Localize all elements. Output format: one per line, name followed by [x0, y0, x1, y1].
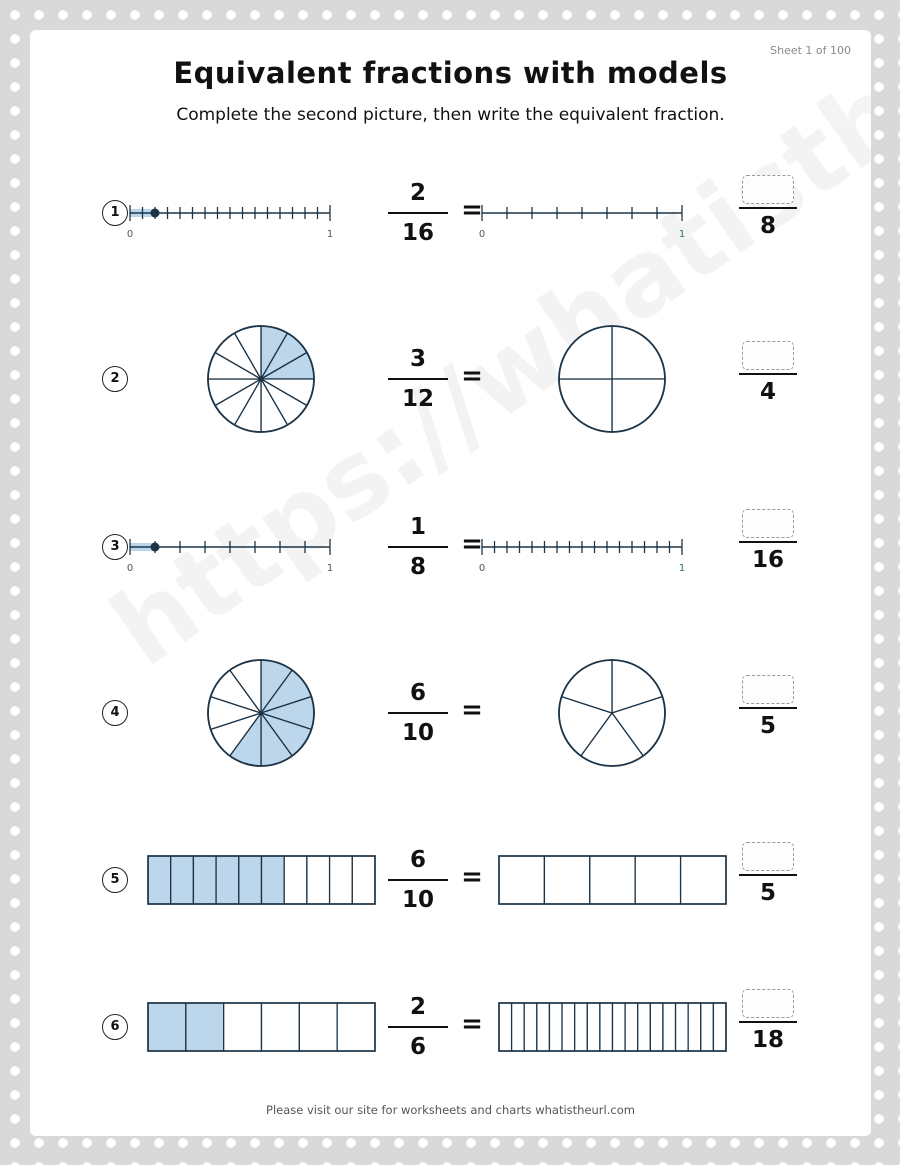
bar-cell: [713, 1003, 726, 1051]
bar-cell: [688, 1003, 701, 1051]
label-zero: 0: [126, 563, 134, 574]
target-circle-model: [557, 324, 667, 434]
sheet-number: Sheet 1 of 100: [770, 44, 851, 57]
answer-denominator: 5: [759, 880, 776, 906]
fraction-bar: [388, 1026, 448, 1028]
given-circle-model: [206, 658, 316, 768]
target-circle-model: [557, 658, 667, 768]
fraction-bar: [388, 378, 448, 380]
fraction-bar: [739, 1021, 797, 1023]
page-title: Equivalent fractions with models: [173, 56, 728, 90]
answer-denominator: 8: [759, 213, 776, 239]
bar-cell: [600, 1003, 613, 1051]
fraction-bar: [388, 546, 448, 548]
equals-sign: =: [461, 862, 483, 892]
label-one: 1: [326, 229, 334, 240]
fraction-bar: [739, 207, 797, 209]
bar-cell: [337, 1003, 375, 1051]
answer-numerator-box[interactable]: [742, 509, 794, 538]
bar-cell: [562, 1003, 575, 1051]
answer-denominator: 5: [759, 713, 776, 739]
label-zero: 0: [126, 229, 134, 240]
fraction-bar: [739, 541, 797, 543]
given-fraction: [388, 992, 448, 1062]
shaded-cell: [239, 856, 262, 904]
equals-sign: =: [461, 1009, 483, 1039]
answer-denominator: 18: [751, 1027, 784, 1053]
shaded-cell: [148, 1003, 186, 1051]
target-bar-model: [498, 1002, 728, 1052]
given-denominator: 10: [401, 887, 434, 913]
shaded-cell: [148, 856, 171, 904]
answer-numerator-box[interactable]: [742, 675, 794, 704]
target-number-line: [480, 532, 686, 576]
bar-cell: [549, 1003, 562, 1051]
given-fraction: [388, 678, 448, 748]
bar-cell: [587, 1003, 600, 1051]
answer-denominator: 16: [751, 547, 784, 573]
given-denominator: 16: [401, 220, 434, 246]
bar-cell: [681, 856, 726, 904]
equals-sign: =: [461, 695, 483, 725]
bar-cell: [638, 1003, 651, 1051]
answer-fraction: [739, 842, 797, 906]
problem-number: 5: [102, 867, 128, 893]
problem-number: 3: [102, 534, 128, 560]
given-denominator: 6: [409, 1034, 426, 1060]
problem-row: [30, 658, 871, 768]
given-fraction: [388, 344, 448, 414]
bar-cell: [330, 856, 353, 904]
answer-numerator-box[interactable]: [742, 989, 794, 1018]
problem-row: [30, 324, 871, 434]
answer-fraction: [739, 341, 797, 405]
equals-sign: =: [461, 361, 483, 391]
worksheet-sheet: [30, 30, 871, 1136]
given-number-line: [128, 532, 334, 576]
answer-fraction: [739, 509, 797, 573]
point-marker: [151, 209, 160, 218]
bar-cell: [352, 856, 375, 904]
problem-row: [30, 492, 871, 602]
answer-numerator-box[interactable]: [742, 175, 794, 204]
problem-number: 2: [102, 366, 128, 392]
bar-cell: [676, 1003, 689, 1051]
bar-cell: [544, 856, 589, 904]
fraction-bar: [388, 212, 448, 214]
given-fraction: [388, 512, 448, 582]
fraction-bar: [739, 373, 797, 375]
target-number-line: [480, 198, 686, 242]
equals-sign: =: [461, 529, 483, 559]
given-numerator: 3: [409, 346, 426, 372]
bar-cell: [284, 856, 307, 904]
given-numerator: 6: [409, 847, 426, 873]
target-bar-model: [498, 855, 728, 905]
answer-numerator-box[interactable]: [742, 842, 794, 871]
bar-cell: [524, 1003, 537, 1051]
given-denominator: 12: [401, 386, 434, 412]
given-numerator: 1: [409, 514, 426, 540]
label-one: 1: [678, 229, 686, 240]
shaded-cell: [216, 856, 239, 904]
fraction-bar: [739, 874, 797, 876]
fraction-bar: [388, 879, 448, 881]
problem-number: 6: [102, 1014, 128, 1040]
problem-row: [30, 972, 871, 1082]
label-one: 1: [678, 563, 686, 574]
given-fraction: [388, 178, 448, 248]
given-circle-model: [206, 324, 316, 434]
footer-text: Please visit our site for worksheets and charts whatistheurl.com: [266, 1103, 635, 1117]
bar-cell: [299, 1003, 337, 1051]
answer-fraction: [739, 989, 797, 1053]
given-numerator: 2: [409, 180, 426, 206]
shaded-cell: [186, 1003, 224, 1051]
point-marker: [151, 543, 160, 552]
label-zero: 0: [478, 563, 486, 574]
answer-fraction: [739, 175, 797, 239]
shaded-cell: [171, 856, 194, 904]
fraction-bar: [739, 707, 797, 709]
given-bar-model: [147, 1002, 377, 1052]
shaded-cell: [262, 856, 285, 904]
bar-cell: [590, 856, 635, 904]
bar-cell: [307, 856, 330, 904]
label-one: 1: [326, 563, 334, 574]
page-subtitle: Complete the second picture, then write the equivalent fraction.: [176, 105, 725, 125]
equals-sign: =: [461, 195, 483, 225]
given-numerator: 6: [409, 680, 426, 706]
bar-cell: [499, 856, 544, 904]
bar-cell: [635, 856, 680, 904]
problem-row: [30, 158, 871, 268]
answer-fraction: [739, 675, 797, 739]
given-number-line: [128, 198, 334, 242]
problem-number: 4: [102, 700, 128, 726]
answer-numerator-box[interactable]: [742, 341, 794, 370]
problem-number: 1: [102, 200, 128, 226]
bar-cell: [537, 1003, 550, 1051]
label-zero: 0: [478, 229, 486, 240]
answer-denominator: 4: [759, 379, 776, 405]
given-numerator: 2: [409, 994, 426, 1020]
bar-cell: [650, 1003, 663, 1051]
given-fraction: [388, 845, 448, 915]
bar-cell: [262, 1003, 300, 1051]
bar-cell: [663, 1003, 676, 1051]
bar-cell: [224, 1003, 262, 1051]
bar-cell: [499, 1003, 512, 1051]
bar-cell: [613, 1003, 626, 1051]
bar-cell: [625, 1003, 638, 1051]
shaded-cell: [193, 856, 216, 904]
bar-cell: [575, 1003, 588, 1051]
fraction-bar: [388, 712, 448, 714]
given-denominator: 8: [409, 554, 426, 580]
bar-cell: [512, 1003, 525, 1051]
problem-row: [30, 825, 871, 935]
given-denominator: 10: [401, 720, 434, 746]
given-bar-model: [147, 855, 377, 905]
bar-cell: [701, 1003, 714, 1051]
